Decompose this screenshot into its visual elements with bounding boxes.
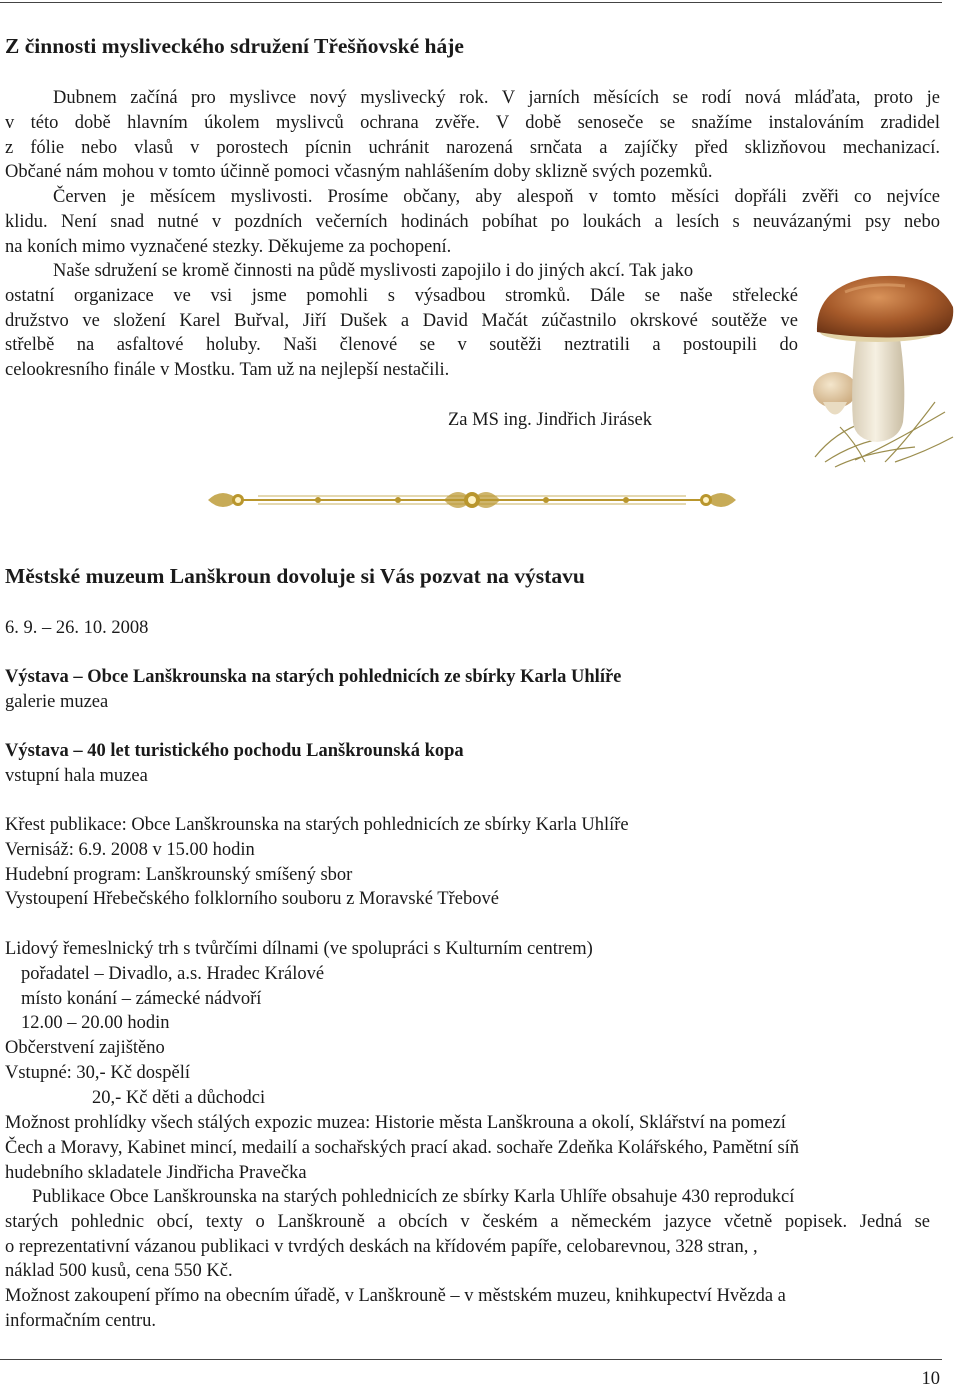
article1-line: Červen je měsícem myslivosti. Prosíme občany, aby alespoň v tomto měsíci dopřáli zvěři co nejvíce [53, 187, 940, 208]
top-rule [0, 2, 942, 3]
article1-line: v této době hlavním úkolem myslivců ochrana zvěře. V době senoseče se snažíme instalováním zradidel [5, 112, 940, 133]
exhibit1-title: Výstava – Obce Lanškrounska na starých pohlednicích ze sbírky Karla Uhlíře [5, 667, 622, 687]
article1-signature: Za MS ing. Jindřich Jirásek [448, 410, 652, 430]
market-line: 20,- Kč děti a důchodci [92, 1087, 266, 1108]
article1-line: Občané nám mohou v tomto účinně pomoci včasným nahlášením doby sklizně svých pozemků. [5, 162, 713, 183]
exhibit1-place: galerie muzea [5, 691, 109, 712]
tour-line: hudebního skladatele Jindřicha Pravečka [5, 1162, 307, 1183]
launch-line: Křest publikace: Obce Lanškrounska na starých pohlednicích ze sbírky Karla Uhlíře [5, 815, 629, 835]
page-number: 10 [921, 1369, 940, 1389]
market-line: Občerstvení zajištěno [5, 1038, 165, 1059]
article1-body-wrapped [5, 259, 798, 383]
article1-body [5, 86, 940, 260]
launch-line: Vystoupení Hřebečského folklorního souboru z Moravské Třebové [5, 889, 499, 910]
exhibit2-place: vstupní hala muzea [5, 765, 148, 786]
exhibit2-title: Výstava – 40 let turistického pochodu Lanškrounská kopa [5, 741, 464, 761]
market-line: 12.00 – 20.00 hodin [21, 1013, 170, 1034]
publication-line: starých pohlednic obcí, texty o Lanškrouně a obcích v českém a německém jazyce včetně popisek. Jedná se [5, 1211, 930, 1232]
article1-title: Z činnosti mysliveckého sdružení Třešňovské háje [5, 34, 464, 58]
publication-line: Publikace Obce Lanškrounska na starých pohlednicích ze sbírky Karla Uhlíře obsahuje 430 reprodukcí [32, 1187, 795, 1207]
ornamental-divider [198, 484, 746, 516]
market-line: místo konání – zámecké nádvoří [21, 988, 262, 1009]
article1-line: Naše sdružení se kromě činnosti na půdě myslivosti zapojilo i do jiných akcí. Tak jako [53, 261, 694, 281]
publication-info [5, 1185, 930, 1334]
launch-line: Hudební program: Lanškrounský smíšený sbor [5, 864, 353, 885]
publication-line: informačním centru. [5, 1310, 157, 1331]
article1-line: Dubnem začíná pro myslivce nový myslivecký rok. V jarních měsících se rodí nová mláďata, proto je [53, 88, 940, 108]
launch-line: Vernisáž: 6.9. 2008 v 15.00 hodin [5, 839, 255, 860]
market-line: Lidový řemeslnický trh s tvůrčími dílnami (ve spolupráci s Kulturním centrem) [5, 939, 593, 959]
tour-line: Možnost prohlídky všech stálých expozic muzea: Historie města Lanškrouna a okolí, Sklářství na pomezí [5, 1113, 786, 1133]
tour-line: Čech a Moravy, Kabinet mincí, medailí a sochařských prací akad. sochaře Zdeňka Kolářského, Pamětní síň [5, 1137, 800, 1158]
exhibition-dates: 6. 9. – 26. 10. 2008 [5, 618, 149, 638]
market-line: pořadatel – Divadlo, a.s. Hradec Králové [21, 963, 325, 984]
exhibit2 [5, 739, 464, 789]
exhibit1 [5, 665, 621, 715]
publication-line: náklad 500 kusů, cena 550 Kč. [5, 1261, 233, 1282]
article1-line: celookresního finále v Mostku. Tam už na nejlepší nestačili. [5, 360, 450, 381]
article1-line: na koních mimo vyznačené stezky. Děkujeme za pochopení. [5, 236, 452, 257]
article1-line: ostatní organizace ve vsi jsme pomohli s výsadbou stromků. Dále se naše střelecké [5, 285, 798, 306]
footer-rule [0, 1359, 942, 1360]
craft-market [5, 937, 593, 1111]
book-launch [5, 813, 629, 912]
publication-line: Možnost zakoupení přímo na obecním úřadě, v Lanškrouně – v městském muzeu, knihkupectví Hvězda a [5, 1286, 786, 1307]
article1-line: střelbě na asfaltové holuby. Naši členové se v soutěži neztratili a postoupili do [5, 335, 798, 356]
museum-tours [5, 1111, 930, 1185]
article2-title: Městské muzeum Lanškroun dovoluje si Vás pozvat na výstavu [5, 564, 585, 588]
article1-line: z fólie nebo vlasů v porostech pícnin uchránit narozená srnčata a zajíčky před sklizňovou mechanizací. [5, 137, 940, 158]
publication-line: o reprezentativní vázanou publikaci v tvrdých deskách na křídovém papíře, celobarevnou, 328 stran, , [5, 1236, 758, 1257]
article1-line: družstvo ve složení Karel Buřval, Jiří Dušek a David Mačát zúčastnilo okrskové soutěže ve [5, 310, 798, 331]
article1-line: klidu. Není snad nutné v pozdních večerních hodinách pobíhat po loukách a lesích s neuvázanými psy nebo [5, 211, 940, 232]
mushroom-illustration [795, 262, 955, 472]
market-line: Vstupné: 30,- Kč dospělí [5, 1062, 190, 1083]
